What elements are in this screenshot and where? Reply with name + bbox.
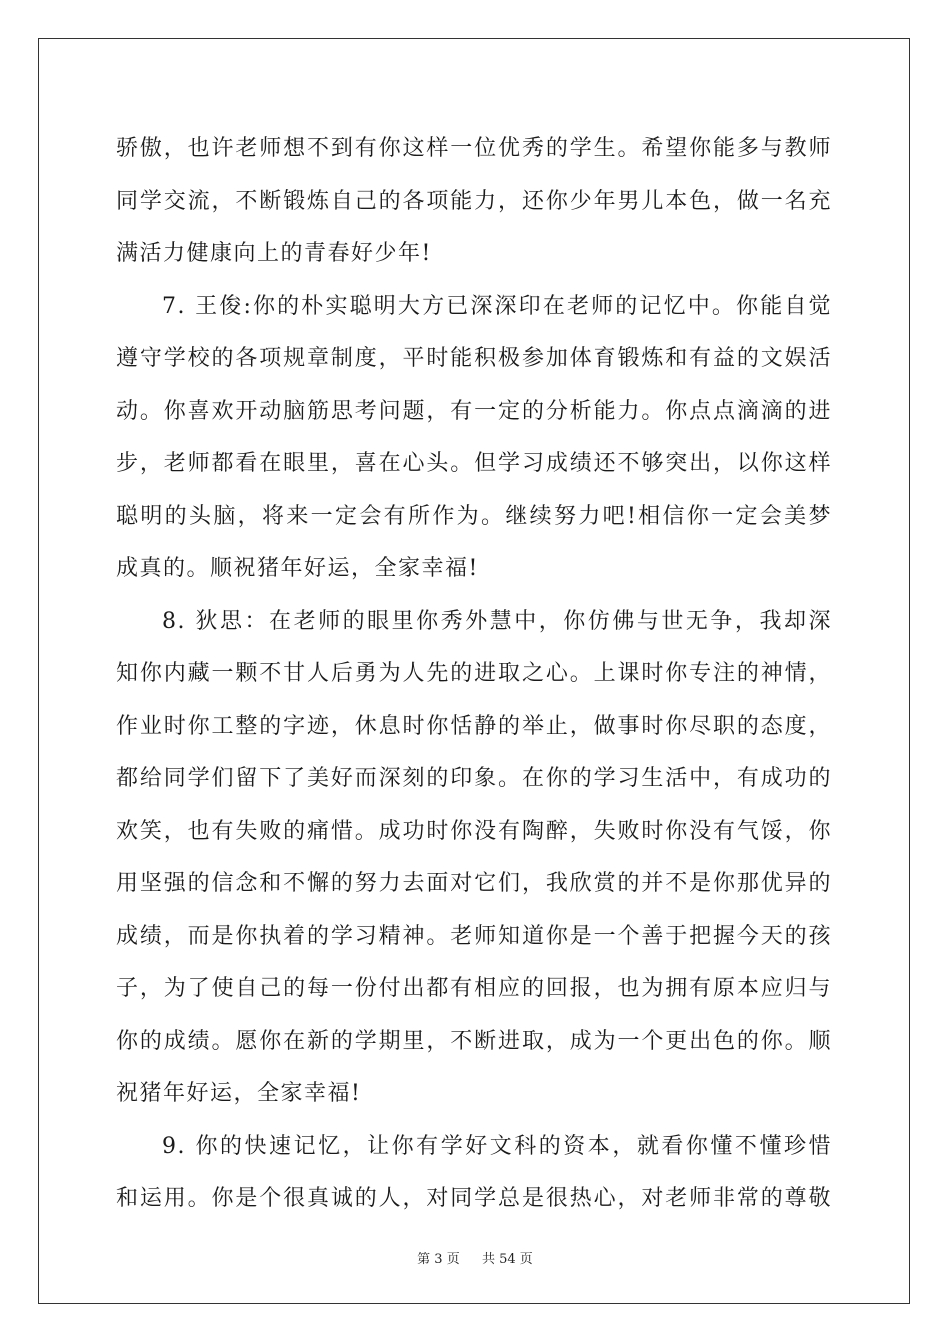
text-line: 遵守学校的各项规章制度，平时能积极参加体育锻炼和有益的文娱活	[116, 346, 832, 371]
page-total: 共 54 页	[482, 1252, 533, 1267]
text-line: 满活力健康向上的青春好少年!	[116, 241, 432, 266]
text-line: 欢笑，也有失败的痛惜。成功时你没有陶醉，失败时你没有气馁，你	[116, 818, 832, 844]
text-line: 动。你喜欢开动脑筋思考问题，有一定的分析能力。你点点滴滴的进	[116, 398, 832, 424]
text-line: 知你内藏一颗不甘人后勇为人先的进取之心。上课时你专注的神情，	[116, 661, 832, 686]
text-line: 步，老师都看在眼里，喜在心头。但学习成绩还不够突出，以你这样	[116, 451, 832, 476]
text-line: 你的成绩。愿你在新的学期里，不断进取，成为一个更出色的你。顺	[116, 1028, 832, 1054]
page-number: 第 3 页	[417, 1252, 460, 1267]
text-line: 都给同学们留下了美好而深刻的印象。在你的学习生活中，有成功的	[116, 766, 832, 791]
text-line: 和运用。你是个很真诚的人，对同学总是很热心，对老师非常的尊敬	[116, 1186, 832, 1211]
text-line: 祝猪年好运，全家幸福!	[116, 1081, 362, 1106]
text-line: 作业时你工整的字迹，休息时你恬静的举止，做事时你尽职的态度，	[116, 713, 832, 739]
paragraph-9-start: 9. 你的快速记忆，让你有学好文科的资本，就看你懂不懂珍惜	[162, 1133, 832, 1159]
text-line: 聪明的头脑，将来一定会有所作为。继续努力吧!相信你一定会美梦	[116, 503, 832, 529]
text-line: 成真的。顺祝猪年好运，全家幸福!	[116, 556, 479, 581]
text-line: 同学交流，不断锻炼自己的各项能力，还你少年男儿本色，做一名充	[116, 188, 832, 214]
text-line: 用坚强的信念和不懈的努力去面对它们，我欣赏的并不是你那优异的	[116, 871, 832, 896]
paragraph-8-start: 8. 狄思：在老师的眼里你秀外慧中，你仿佛与世无争，我却深	[162, 608, 832, 634]
document-body	[116, 123, 832, 1226]
text-line: 子，为了使自己的每一份付出都有相应的回报，也为拥有原本应归与	[116, 976, 832, 1001]
page-footer	[0, 1248, 950, 1267]
text-line: 成绩，而是你执着的学习精神。老师知道你是一个善于把握今天的孩	[116, 923, 832, 949]
text-line: 骄傲，也许老师想不到有你这样一位优秀的学生。希望你能多与教师	[116, 136, 832, 161]
paragraph-7-start: 7. 王俊:你的朴实聪明大方已深深印在老师的记忆中。你能自觉	[162, 293, 832, 319]
